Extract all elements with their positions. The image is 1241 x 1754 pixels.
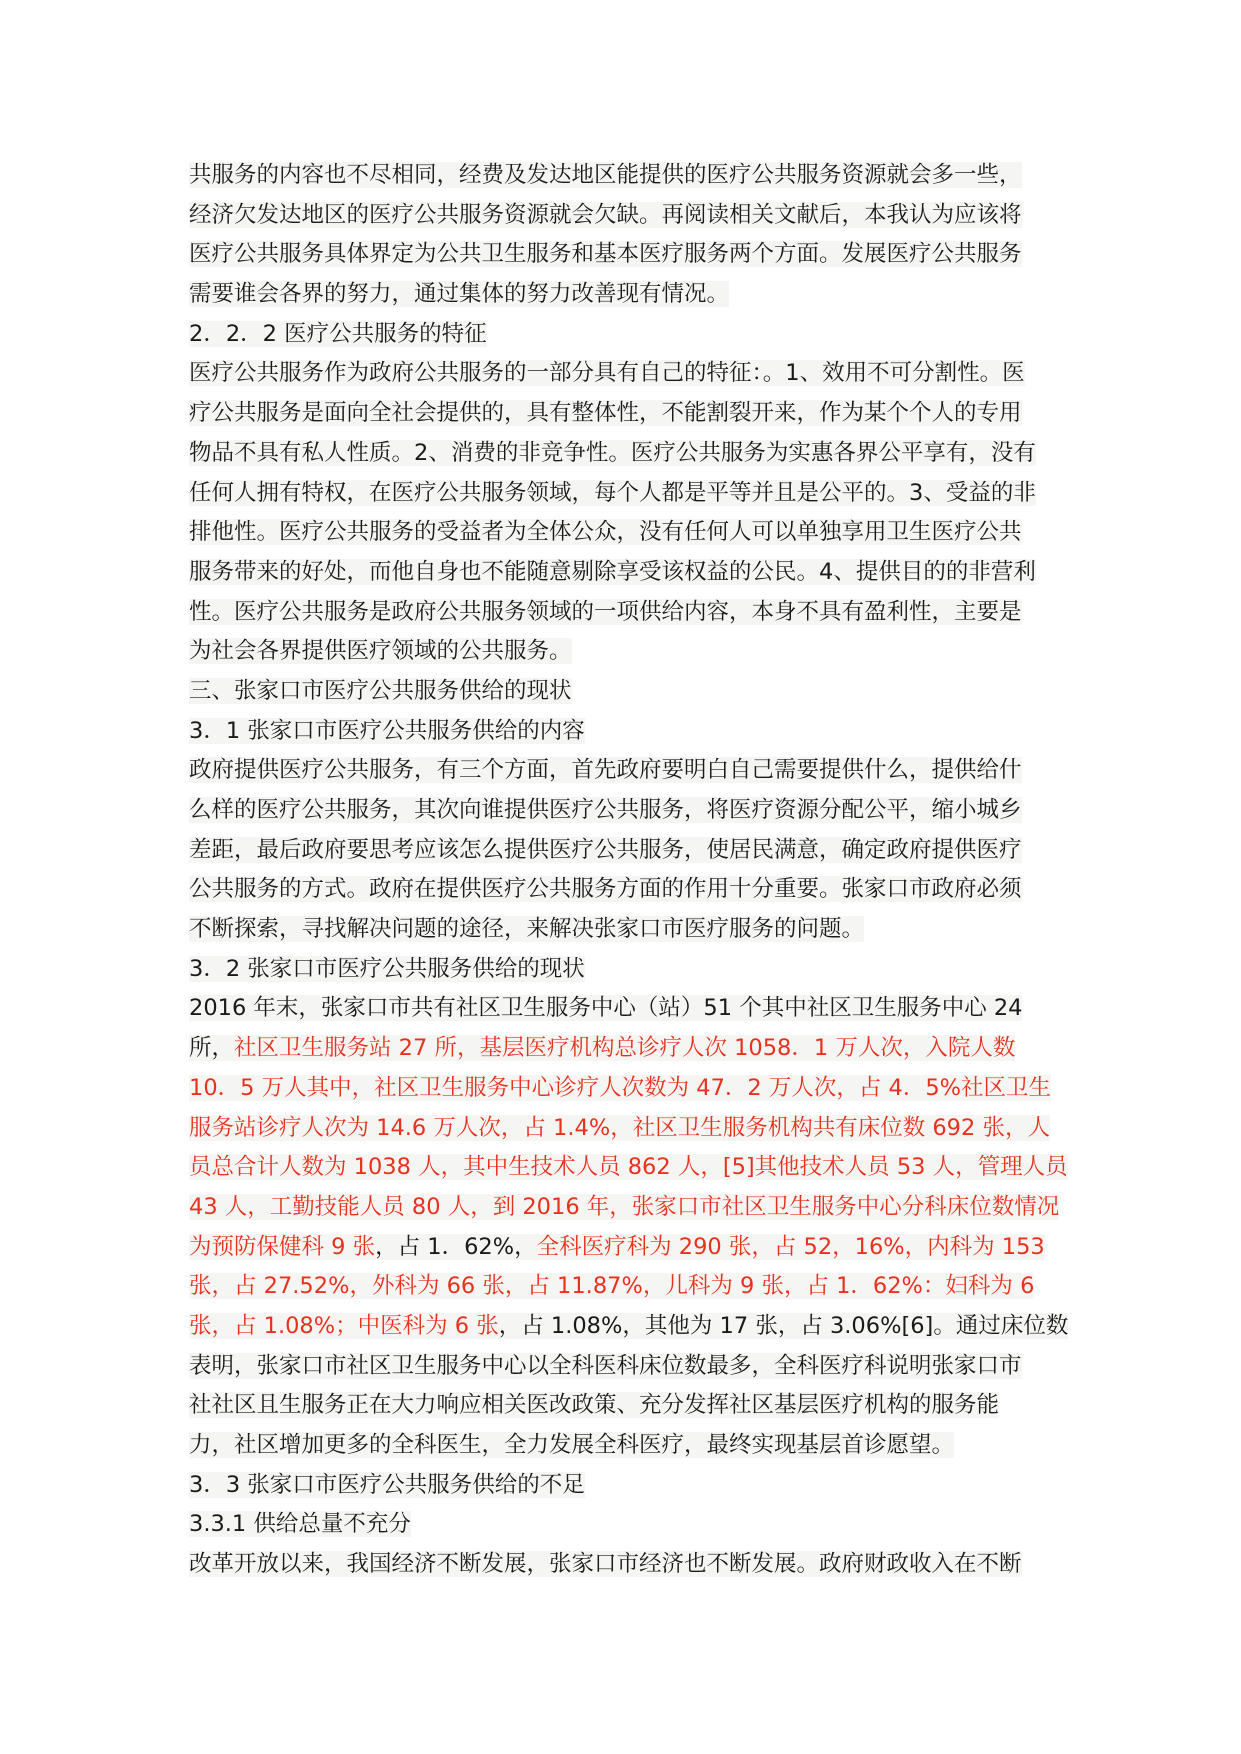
text-line [189, 315, 1069, 355]
text-segment: ，占 1.08%，其他为 17 张，占 3.06%[6]。通过床位数 [498, 1312, 1069, 1339]
text-line [189, 1109, 1069, 1149]
text-line [189, 1426, 1069, 1466]
text-line [189, 1307, 1069, 1347]
text-segment: 物品不具有私人性质。2、消费的非竞争性。医疗公共服务为实惠各界公平享有，没有 [189, 439, 1036, 466]
text-line [189, 354, 1069, 394]
document-body [189, 156, 1069, 1585]
text-line [189, 751, 1069, 791]
text-segment: 经济欠发达地区的医疗公共服务资源就会欠缺。再阅读相关文献后，本我认为应该将 [189, 201, 1022, 228]
text-line [189, 989, 1069, 1029]
text-segment: 差距，最后政府要思考应该怎么提供医疗公共服务，使居民满意，确定政府提供医疗 [189, 836, 1022, 863]
text-line [189, 275, 1069, 315]
text-line [189, 1188, 1069, 1228]
text-segment: 政府提供医疗公共服务，有三个方面，首先政府要明白自己需要提供什么，提供给什 [189, 757, 1022, 784]
text-segment: 公共服务的方式。政府在提供医疗公共服务方面的作用十分重要。张家口市政府必须 [189, 876, 1022, 903]
text-line [189, 672, 1069, 712]
text-segment: 3.3.1 供给总量不充分 [189, 1511, 411, 1538]
text-segment: 三、张家口市医疗公共服务供给的现状 [189, 677, 572, 704]
text-segment: 力，社区增加更多的全科医生，全力发展全科医疗，最终实现基层首诊愿望。 [189, 1432, 955, 1458]
text-line [189, 513, 1069, 553]
text-line [189, 474, 1069, 514]
text-line [189, 712, 1069, 752]
highlighted-text: 10．5 万人其中，社区卫生服务中心诊疗人次数为 47．2 万人次，占 4．5%社区卫生 [189, 1074, 1052, 1101]
text-line [189, 910, 1069, 950]
highlighted-text: 为预防保健科 9 张 [189, 1233, 376, 1260]
text-line [189, 434, 1069, 474]
text-line [189, 196, 1069, 236]
text-line [189, 870, 1069, 910]
text-segment: 改革开放以来，我国经济不断发展，张家口市经济也不断发展。政府财政收入在不断 [189, 1551, 1022, 1578]
text-segment: 社社区且生服务正在大力响应相关医改政策、充分发挥社区基层医疗机构的服务能 [189, 1392, 1000, 1419]
text-segment: 3．3 张家口市医疗公共服务供给的不足 [189, 1471, 585, 1498]
highlighted-text: 员总合计人数为 1038 人，其中生技术人员 862 人，[5]其他技术人员 53 人，管理人员 [189, 1154, 1068, 1181]
text-segment: 需要谁会各界的努力，通过集体的努力改善现有情况。 [189, 281, 730, 308]
highlighted-text: 全科医疗科为 290 张，占 52，16%，内科为 153 [536, 1233, 1045, 1260]
text-segment: 不断探索，寻找解决问题的途径，来解决张家口市医疗服务的问题。 [189, 916, 865, 943]
text-line [189, 1069, 1069, 1109]
text-segment: 共服务的内容也不尽相同，经费及发达地区能提供的医疗公共服务资源就会多一些， [189, 162, 1022, 188]
text-line [189, 831, 1069, 871]
text-line [189, 553, 1069, 593]
text-line [189, 1347, 1069, 1387]
highlighted-text: 张，占 27.52%，外科为 66 张，占 11.87%，儿科为 9 张，占 1．62%：妇科为 6 [189, 1273, 1035, 1300]
text-line [189, 1029, 1069, 1069]
text-segment: 3．1 张家口市医疗公共服务供给的内容 [189, 717, 585, 744]
text-line [189, 1267, 1069, 1307]
text-line [189, 1545, 1069, 1585]
text-segment: 2016 年末，张家口市共有社区卫生服务中心（站）51 个其中社区卫生服务中心 24 [189, 995, 1023, 1022]
text-segment: 疗公共服务是面向全社会提供的，具有整体性，不能割裂开来，作为某个个人的专用 [189, 400, 1022, 427]
text-line [189, 1148, 1069, 1188]
text-segment: 服务带来的好处，而他自身也不能随意剔除享受该权益的公民。4、提供目的的非营利 [189, 558, 1036, 585]
text-line [189, 1228, 1069, 1268]
text-segment: 为社会各界提供医疗领域的公共服务。 [189, 638, 572, 665]
text-segment: 所， [189, 1035, 235, 1062]
text-segment: 任何人拥有特权，在医疗公共服务领域，每个人都是平等并且是公平的。3、受益的非 [189, 479, 1036, 506]
text-line [189, 394, 1069, 434]
text-segment: 性。医疗公共服务是政府公共服务领域的一项供给内容，本身不具有盈利性，主要是 [189, 598, 1022, 625]
text-line [189, 950, 1069, 990]
text-segment: 医疗公共服务具体界定为公共卫生服务和基本医疗服务两个方面。发展医疗公共服务 [189, 241, 1022, 268]
highlighted-text: 43 人，工勤技能人员 80 人，到 2016 年，张家口市社区卫生服务中心分科床位数情况 [189, 1193, 1060, 1220]
text-segment: 3．2 张家口市医疗公共服务供给的现状 [189, 955, 585, 982]
text-line [189, 791, 1069, 831]
text-segment: 2．2．2 医疗公共服务的特征 [189, 320, 487, 347]
text-line [189, 235, 1069, 275]
highlighted-text: 社区卫生服务站 27 所，基层医疗机构总诊疗人次 1058．1 万人次，入院人数 [234, 1035, 1016, 1062]
highlighted-text: 服务站诊疗人次为 14.6 万人次，占 1.4%，社区卫生服务机构共有床位数 692 张，人 [189, 1114, 1050, 1141]
text-segment: 排他性。医疗公共服务的受益者为全体公众，没有任何人可以单独享用卫生医疗公共 [189, 519, 1022, 546]
text-line [189, 1466, 1069, 1506]
text-segment: 医疗公共服务作为政府公共服务的一部分具有自己的特征：。1、效用不可分割性。医 [189, 360, 1025, 387]
text-segment: 么样的医疗公共服务，其次向谁提供医疗公共服务，将医疗资源分配公平，缩小城乡 [189, 797, 1022, 823]
text-line [189, 632, 1069, 672]
text-line [189, 156, 1069, 196]
text-line [189, 1386, 1069, 1426]
text-line [189, 1505, 1069, 1545]
text-line [189, 593, 1069, 633]
text-segment: ，占 1．62%， [375, 1233, 537, 1260]
highlighted-text: 张，占 1.08%；中医科为 6 张 [189, 1312, 499, 1339]
text-segment: 表明，张家口市社区卫生服务中心以全科医科床位数最多，全科医疗科说明张家口市 [189, 1352, 1022, 1379]
